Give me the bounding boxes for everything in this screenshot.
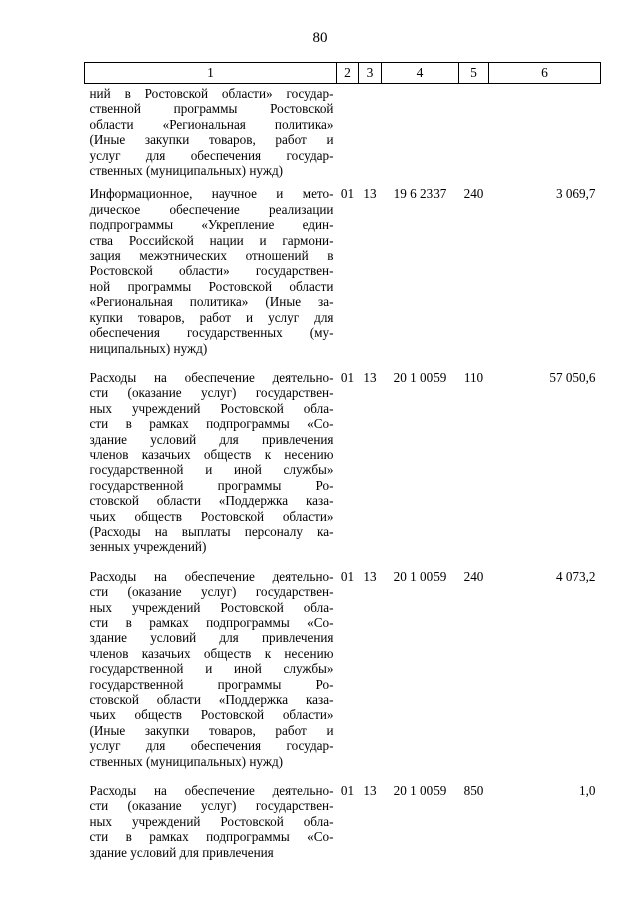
header-col-1: 1 [85,63,337,84]
description-line: сти в рамках подпрограммы «Со- [89,829,334,845]
description-line: ственных (муниципальных) нужд) [89,163,284,179]
target-article-code: 20 1 0059 [393,369,447,385]
table-row [85,186,601,369]
amount-value [489,84,601,187]
description-line: государственной и иной службы» [89,462,334,478]
description-line: государственной и иной службы» [89,661,334,677]
description-line: сти (оказание услуг) государствен- [89,385,334,401]
subsection-code [359,84,382,187]
description-line: Ростовской области» государствен- [89,263,334,279]
description-line: членов казачьих обществ к несению [89,645,334,661]
description-line: сти в рамках подпрограммы «Со- [89,416,334,432]
header-col-4: 4 [382,63,459,84]
description-line: (Иные закупки товаров, работ и [89,722,334,738]
description-line: сти в рамках подпрограммы «Со- [89,615,334,630]
description-line: ниципальных) нужд) [89,340,208,356]
description-line: государственной программы Ро- [89,676,334,692]
description-line: здание условий для привлечения [89,630,334,646]
row-description [85,783,337,874]
description-line: чьих обществ Ростовской области» [89,508,334,524]
amount-value: 3 069,7 [555,186,596,202]
description-line: услуг для обеспечения государ- [89,147,334,163]
table-row [85,370,601,569]
target-article-code: 20 1 0059 [393,568,447,584]
description-line: ной программы Ростовской области [89,278,334,294]
expense-type-code: 240 [463,186,484,202]
row-description [85,569,337,783]
description-line: (Расходы на выплаты персоналу ка- [89,523,334,539]
table-row [85,569,601,783]
description-line: услуг для обеспечения государ- [89,738,334,754]
target-article-code: 19 6 2337 [393,186,447,202]
expense-type-code [459,84,489,187]
amount-value: 1,0 [579,783,596,799]
target-article-code: 20 1 0059 [393,783,447,799]
header-col-2: 2 [337,63,359,84]
subsection-code: 13 [363,369,377,385]
description-line: «Региональная политика» (Иные за- [89,294,334,310]
description-line: стовской области «Поддержка каза- [89,692,334,708]
header-col-6: 6 [489,63,601,84]
description-line: ных учреждений Ростовской обла- [89,813,334,829]
description-line: области «Региональная политика» [89,116,334,132]
description-line: ных учреждений Ростовской обла- [89,400,334,416]
description-line: сти (оказание услуг) государствен- [89,798,334,814]
section-code: 01 [340,186,355,202]
description-line: здание условий для привлечения [89,844,274,860]
description-line: здание условий для привлечения [89,431,334,447]
table-row [85,84,601,187]
description-line: обеспечения государственных (му- [89,325,334,341]
description-line: членов казачьих обществ к несению [89,446,334,462]
expense-type-code: 850 [463,783,484,799]
section-code [337,84,359,187]
row-description [85,370,337,569]
expense-type-code: 240 [463,568,484,584]
description-line: ных учреждений Ростовской обла- [89,599,334,615]
section-code: 01 [340,783,355,799]
description-line: ний в Ростовской области» государ- [89,86,334,101]
row-description [85,84,337,187]
header-col-5: 5 [459,63,489,84]
description-line: сти (оказание услуг) государствен- [89,584,334,600]
description-line: ства Российской нации и гармони- [89,232,334,248]
description-line: Расходы на обеспечение деятельно- [89,369,334,385]
section-code: 01 [340,369,355,385]
description-line: Расходы на обеспечение деятельно- [89,783,334,799]
budget-table [84,62,601,874]
description-line: Расходы на обеспечение деятельно- [89,568,334,584]
section-code: 01 [340,568,355,584]
description-line: государственной программы Ро- [89,477,334,493]
table-header-row [85,63,601,84]
expense-type-code: 110 [463,369,484,385]
description-line: стовской области «Поддержка каза- [89,493,334,509]
target-article-code [382,84,459,187]
subsection-code: 13 [363,186,377,202]
description-line: Информационное, научное и мето- [89,186,334,202]
description-line: ственной программы Ростовской [89,101,334,117]
description-line: купки товаров, работ и услуг для [89,309,334,325]
page-number: 80 [312,30,328,46]
description-line: зенных учреждений) [89,539,207,555]
description-line: чьих обществ Ростовской области» [89,707,334,723]
table-row [85,783,601,874]
description-line: (Иные закупки товаров, работ и [89,132,334,148]
header-col-3: 3 [359,63,382,84]
description-line: дическое обеспечение реализации [89,201,334,217]
description-line: ственных (муниципальных) нужд) [89,753,284,769]
description-line: подпрограммы «Укрепление един- [89,217,334,233]
amount-value: 4 073,2 [555,568,596,584]
description-line: зация межэтнических отношений в [89,248,334,264]
subsection-code: 13 [363,783,377,799]
amount-value: 57 050,6 [549,369,596,385]
subsection-code: 13 [363,568,377,584]
row-description [85,186,337,369]
